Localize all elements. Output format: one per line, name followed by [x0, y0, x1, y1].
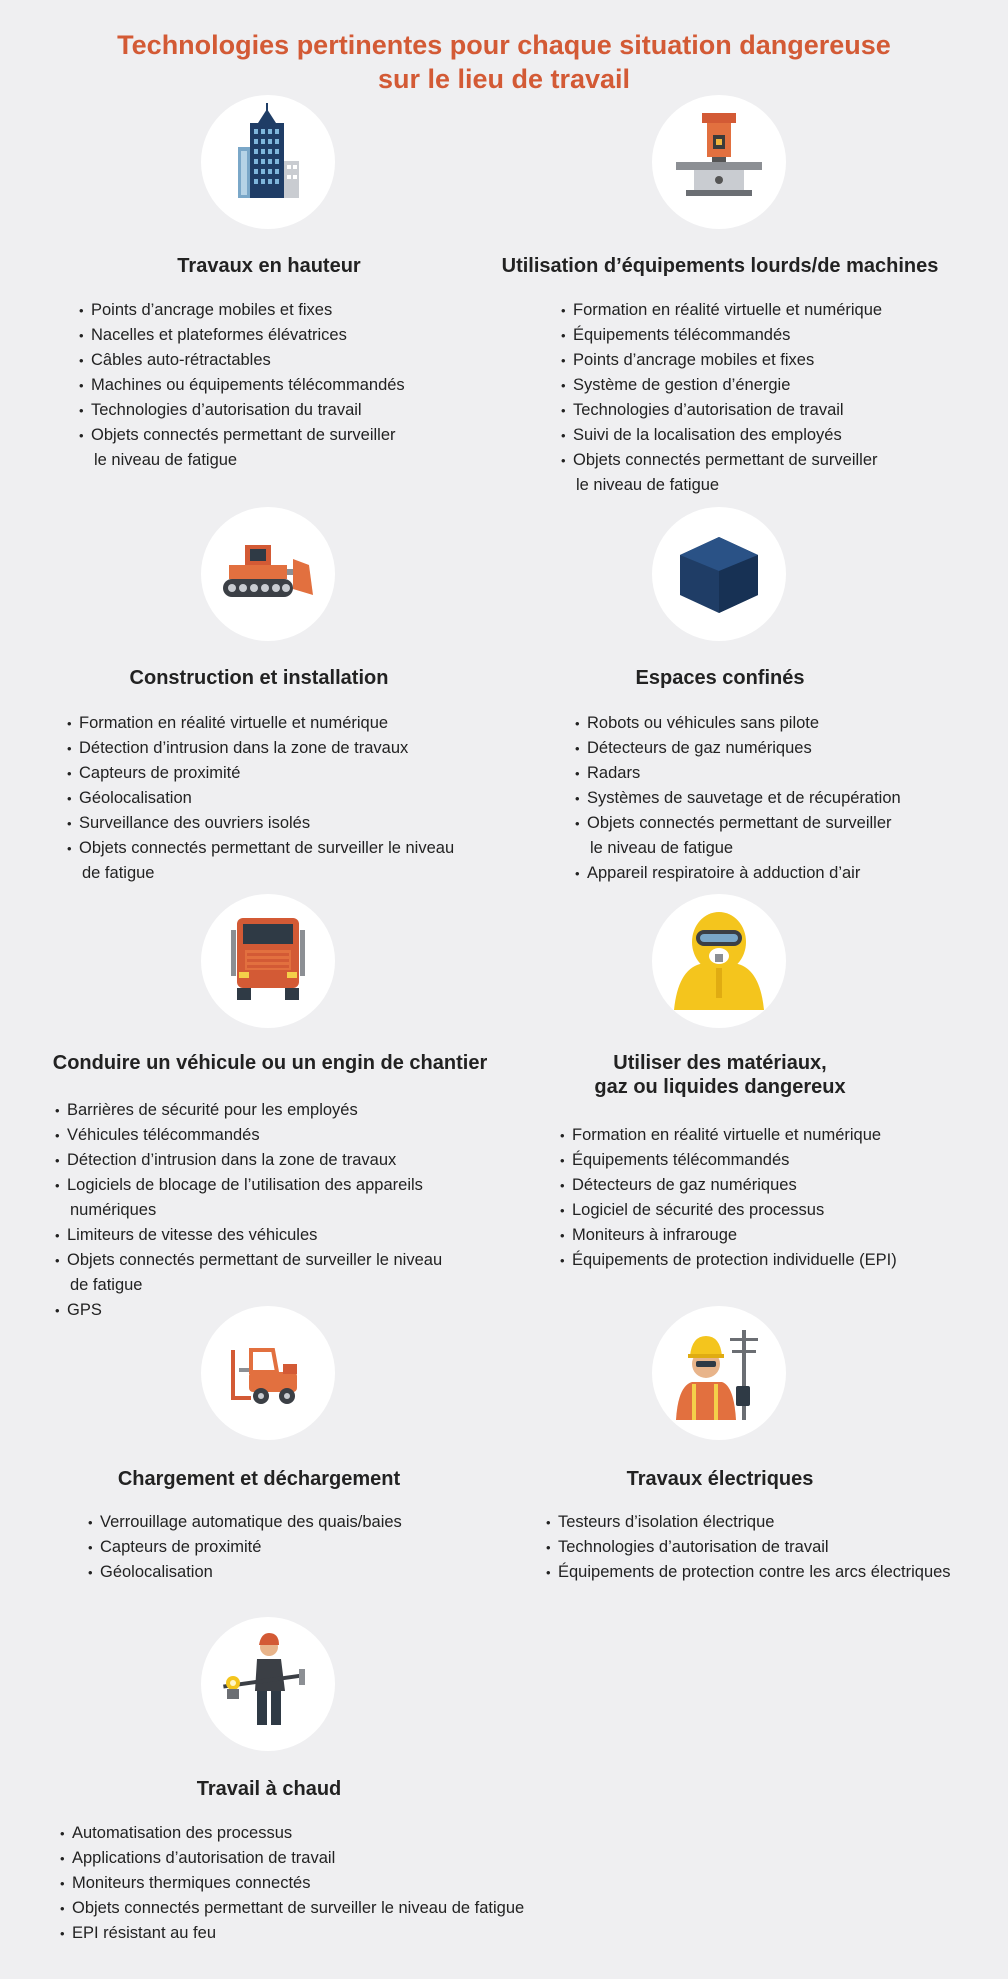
list-item: • Systèmes de sauvetage et de récupération — [575, 786, 901, 811]
list-item: • Appareil respiratoire à adduction d’air — [575, 861, 901, 886]
list-item: • Formation en réalité virtuelle et numérique — [560, 1123, 897, 1148]
list-item: • Formation en réalité virtuelle et numérique — [67, 711, 454, 736]
list-item: • Géolocalisation — [88, 1560, 402, 1585]
section-list-chargement — [88, 1510, 402, 1585]
electrician-icon — [652, 1306, 786, 1440]
list-item: • Technologies d’autorisation de travail — [546, 1535, 951, 1560]
list-item: • Équipements de protection contre les arcs électriques — [546, 1560, 951, 1585]
list-item: • Câbles auto-rétractables — [79, 348, 405, 373]
list-item: • Véhicules télécommandés — [55, 1123, 442, 1148]
section-title-equipements-lourds: Utilisation d’équipements lourds/de machines — [501, 255, 939, 277]
press-machine-icon — [652, 95, 786, 229]
list-item: • Équipements télécommandés — [561, 323, 882, 348]
list-item: • Surveillance des ouvriers isolés — [67, 811, 454, 836]
section-title-construction: Construction et installation — [129, 667, 389, 689]
list-item: • Moniteurs thermiques connectés — [60, 1871, 524, 1896]
list-item: • Moniteurs à infrarouge — [560, 1223, 897, 1248]
section-title-espaces-confines: Espaces confinés — [635, 667, 805, 689]
list-item: • Équipements de protection individuelle (EPI) — [560, 1248, 897, 1273]
list-item: • Nacelles et plateformes élévatrices — [79, 323, 405, 348]
section-title-travaux-en-hauteur: Travaux en hauteur — [177, 255, 361, 277]
hazmat-suit-icon — [652, 894, 786, 1028]
list-item: • Objets connectés permettant de surveiller le niveau de fatigue — [60, 1896, 524, 1921]
list-item: • Géolocalisation — [67, 786, 454, 811]
section-list-travaux-en-hauteur — [79, 298, 405, 473]
box-icon — [652, 507, 786, 641]
section-list-conduire-vehicule — [55, 1098, 442, 1323]
list-item: • Barrières de sécurité pour les employés — [55, 1098, 442, 1123]
section-title-materiaux-dangereux: Utiliser des matériaux, gaz ou liquides dangereux — [594, 1052, 846, 1098]
section-title-chargement: Chargement et déchargement — [117, 1468, 401, 1490]
list-item: • Détecteurs de gaz numériques — [560, 1173, 897, 1198]
list-item: • Robots ou véhicules sans pilote — [575, 711, 901, 736]
list-item: • Machines ou équipements télécommandés — [79, 373, 405, 398]
welder-icon — [201, 1617, 335, 1751]
truck-icon — [201, 894, 335, 1028]
list-item: • Suivi de la localisation des employés — [561, 423, 882, 448]
list-item: • Objets connectés permettant de surveiller le niveau de fatigue — [79, 423, 405, 473]
list-item: • Technologies d’autorisation du travail — [79, 398, 405, 423]
section-list-materiaux-dangereux — [560, 1123, 897, 1273]
section-title-travaux-electriques: Travaux électriques — [626, 1468, 814, 1490]
page-title-line-2: sur le lieu de travail — [377, 64, 631, 94]
list-item: • Automatisation des processus — [60, 1821, 524, 1846]
list-item: • Verrouillage automatique des quais/baies — [88, 1510, 402, 1535]
list-item: • Détection d’intrusion dans la zone de travaux — [55, 1148, 442, 1173]
section-list-equipements-lourds — [561, 298, 882, 498]
list-item: • Technologies d’autorisation de travail — [561, 398, 882, 423]
list-item: • GPS — [55, 1298, 442, 1323]
list-item: • Objets connectés permettant de surveiller le niveau de fatigue — [561, 448, 882, 498]
list-item: • Logiciels de blocage de l’utilisation des appareils numériques — [55, 1173, 442, 1223]
page-title-line-1: Technologies pertinentes pour chaque situation dangereuse — [117, 30, 891, 60]
page-title — [0, 28, 1008, 96]
forklift-icon — [201, 1306, 335, 1440]
building-icon — [201, 95, 335, 229]
list-item: • Applications d’autorisation de travail — [60, 1846, 524, 1871]
list-item: • Capteurs de proximité — [67, 761, 454, 786]
list-item: • Objets connectés permettant de surveiller le niveau de fatigue — [55, 1248, 442, 1298]
list-item: • Points d’ancrage mobiles et fixes — [79, 298, 405, 323]
list-item: • EPI résistant au feu — [60, 1921, 524, 1946]
section-list-travail-a-chaud — [60, 1821, 524, 1946]
list-item: • Testeurs d’isolation électrique — [546, 1510, 951, 1535]
section-list-travaux-electriques — [546, 1510, 951, 1585]
list-item: • Logiciel de sécurité des processus — [560, 1198, 897, 1223]
section-list-espaces-confines — [575, 711, 901, 886]
section-list-construction — [67, 711, 454, 886]
list-item: • Détecteurs de gaz numériques — [575, 736, 901, 761]
list-item: • Équipements télécommandés — [560, 1148, 897, 1173]
bulldozer-icon — [201, 507, 335, 641]
list-item: • Détection d’intrusion dans la zone de travaux — [67, 736, 454, 761]
list-item: • Objets connectés permettant de surveiller le niveau de fatigue — [575, 811, 901, 861]
list-item: • Capteurs de proximité — [88, 1535, 402, 1560]
section-title-conduire-vehicule: Conduire un véhicule ou un engin de chantier — [52, 1052, 488, 1074]
list-item: • Limiteurs de vitesse des véhicules — [55, 1223, 442, 1248]
list-item: • Points d’ancrage mobiles et fixes — [561, 348, 882, 373]
list-item: • Système de gestion d’énergie — [561, 373, 882, 398]
list-item: • Formation en réalité virtuelle et numérique — [561, 298, 882, 323]
section-title-travail-a-chaud: Travail à chaud — [196, 1778, 342, 1800]
list-item: • Objets connectés permettant de surveiller le niveau de fatigue — [67, 836, 454, 886]
list-item: • Radars — [575, 761, 901, 786]
